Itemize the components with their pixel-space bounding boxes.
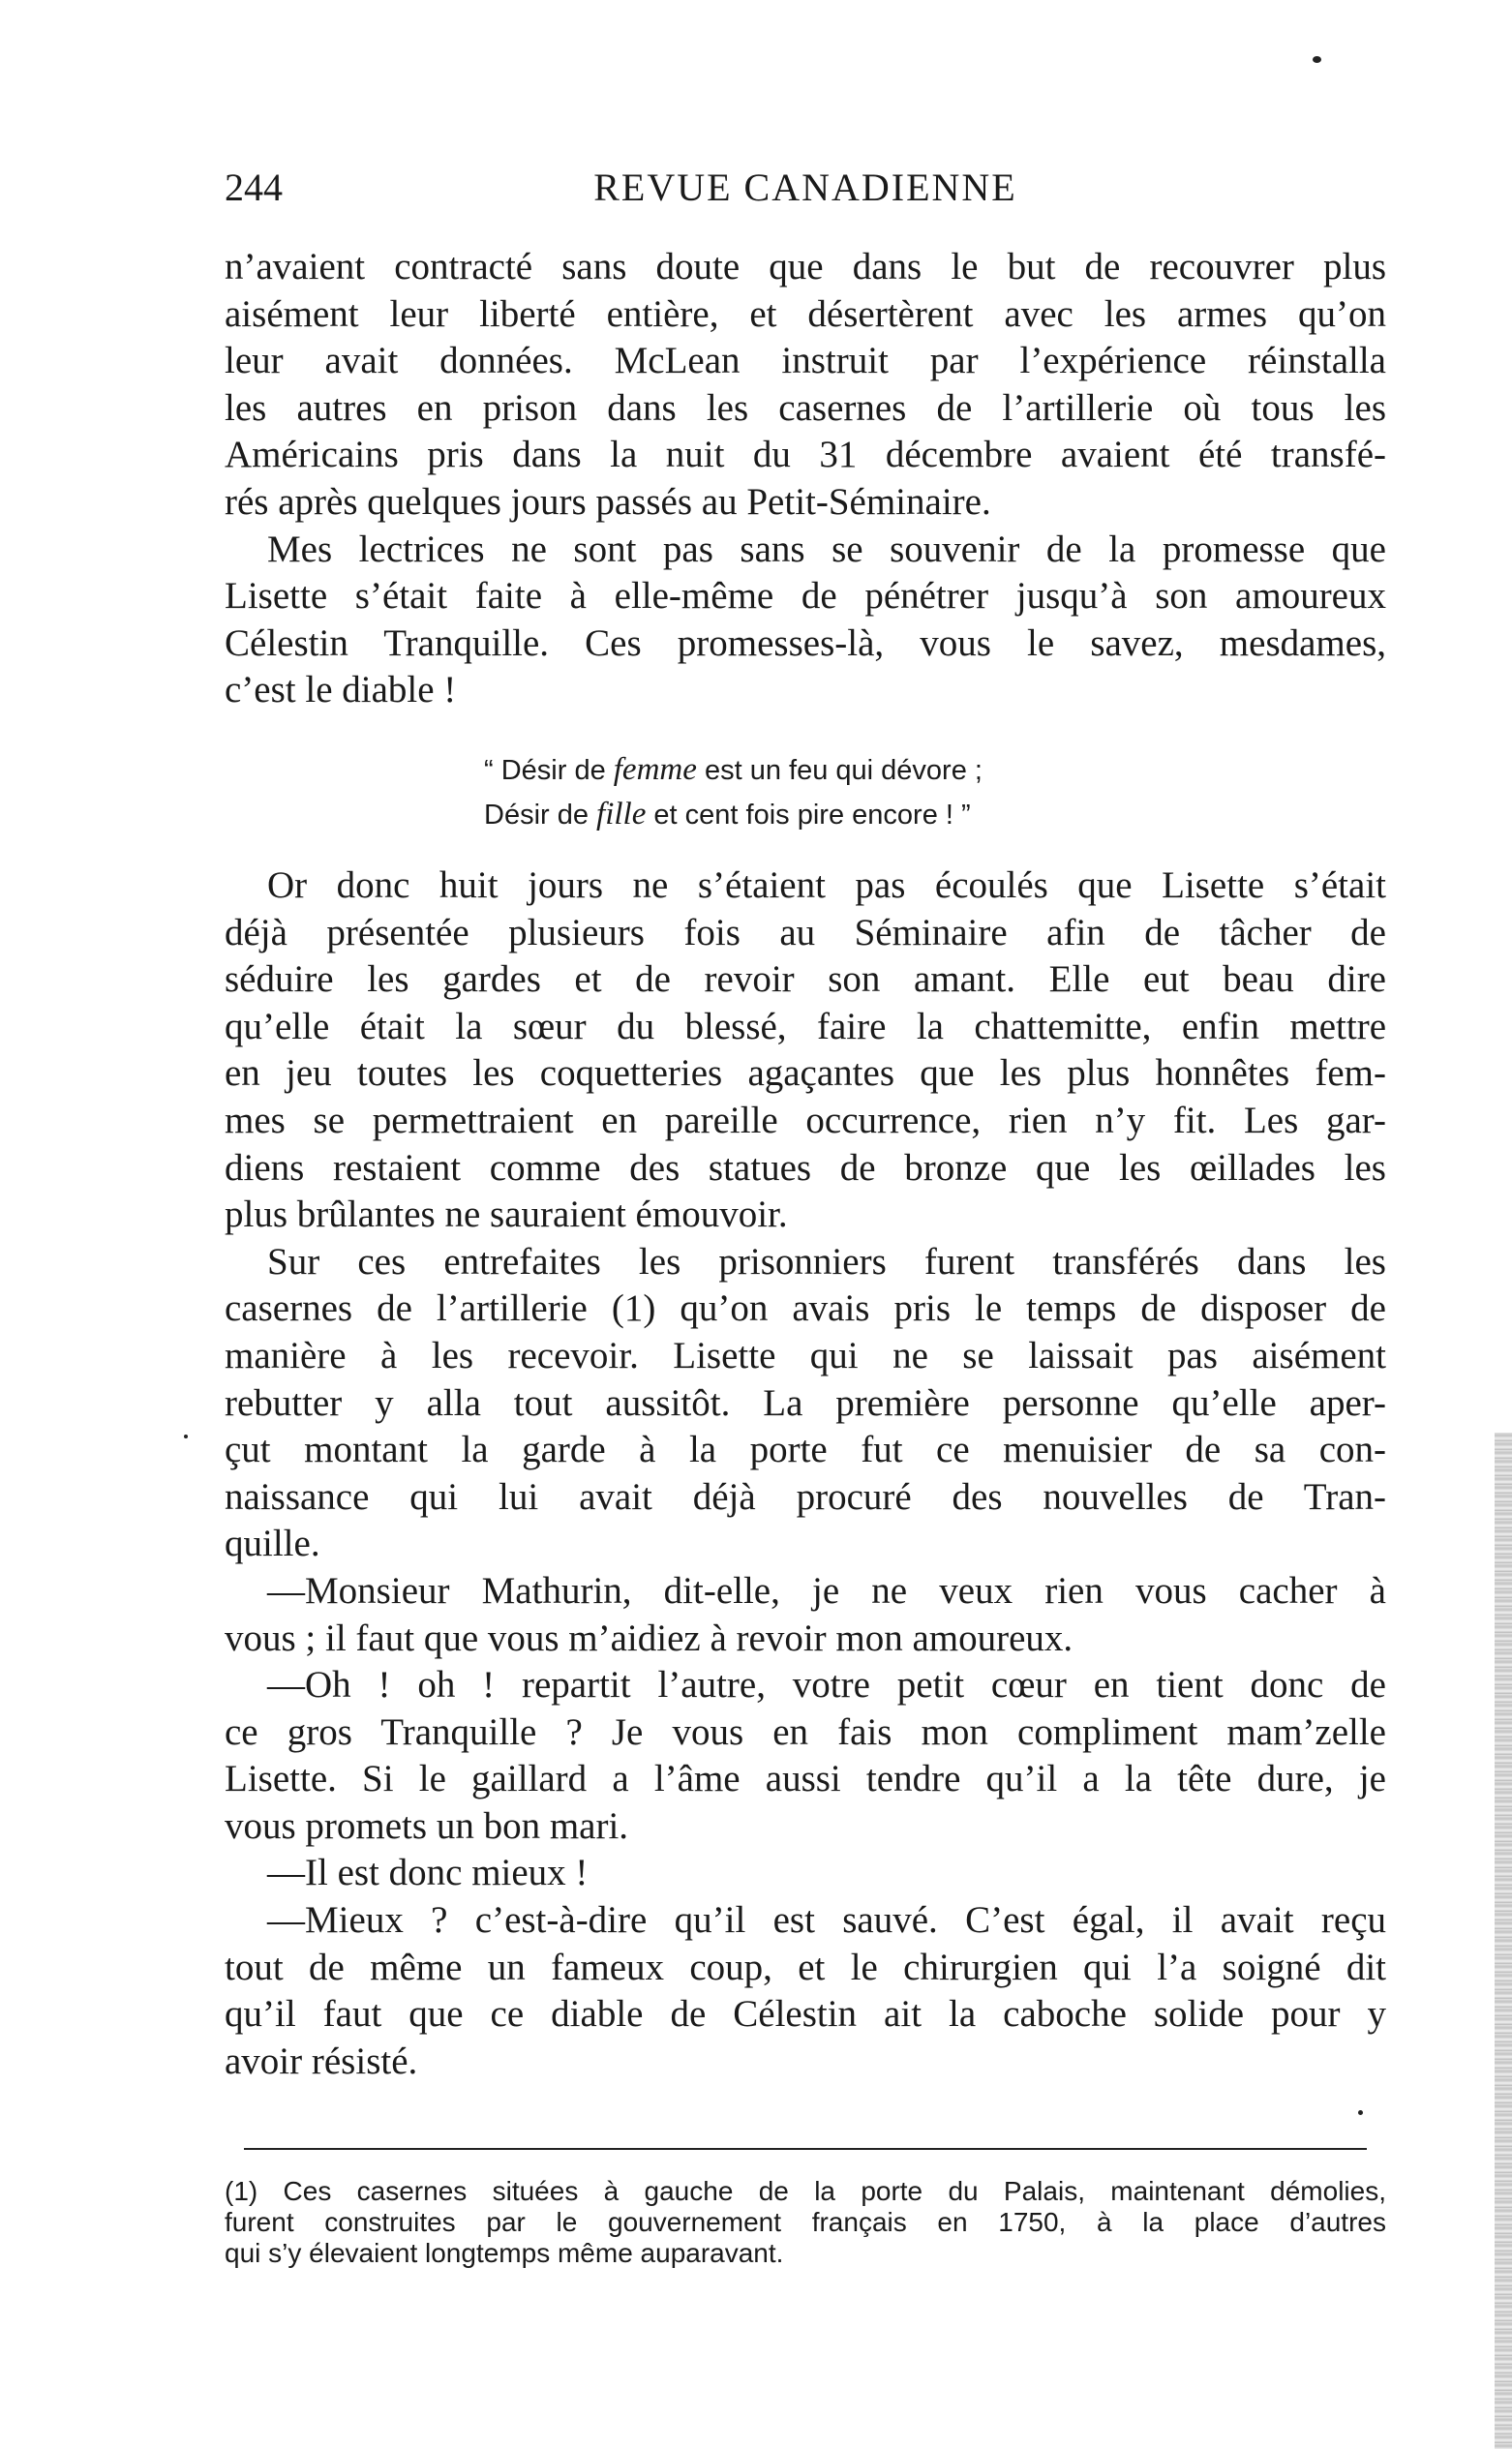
paragraph bbox=[225, 862, 1386, 1239]
text-line: —Mieux ? c’est-à-dire qu’il est sauvé. C’est égal, il avait reçu bbox=[267, 1899, 1386, 1942]
verse-emphasis: fille bbox=[596, 797, 647, 831]
text-line: quille. bbox=[225, 1523, 320, 1565]
verse-text: est un feu qui dévore ; bbox=[696, 755, 983, 786]
text-line: naissance qui lui avait déjà procuré des nouvelles de Tran- bbox=[225, 1475, 1386, 1518]
ink-speck bbox=[184, 1435, 188, 1438]
text-line: casernes de l’artillerie (1) qu’on avais pris le temps de disposer de bbox=[225, 1287, 1386, 1330]
text-line: manière à les recevoir. Lisette qui ne se laissait pas aisément bbox=[225, 1334, 1386, 1376]
text-line: vous ; il faut que vous m’aidiez à revoir mon amoureux. bbox=[225, 1617, 1074, 1659]
text-line: Américains pris dans la nuit du 31 décembre avaient été transfé- bbox=[225, 434, 1386, 476]
ink-speck bbox=[1313, 56, 1321, 63]
paragraph-continued bbox=[225, 244, 1386, 527]
verse-text: “ Désir de bbox=[484, 755, 614, 786]
text-line: n’avaient contracté sans doute que dans le but de recouvrer plus bbox=[225, 246, 1386, 287]
text-line: —Monsieur Mathurin, dit-elle, je ne veux rien vous cacher à bbox=[267, 1569, 1386, 1612]
paragraph bbox=[225, 527, 1386, 714]
text-line: ce gros Tranquille ? Je vous en fais mon compliment mam’zelle bbox=[225, 1710, 1386, 1753]
text-line: c’est le diable ! bbox=[225, 669, 457, 711]
text-line: Lisette. Si le gaillard a l’âme aussi tendre qu’il a la tête dure, je bbox=[225, 1758, 1386, 1800]
text-line: avoir résisté. bbox=[225, 2040, 418, 2082]
dialogue-paragraph bbox=[225, 1897, 1386, 2085]
text-line: plus brûlantes ne sauraient émouvoir. bbox=[225, 1194, 788, 1236]
page-number: 244 bbox=[225, 166, 283, 209]
text-line: Lisette s’était faite à elle-même de pénétrer jusqu’à son amoureux bbox=[225, 575, 1386, 618]
text-line: çut montant la garde à la porte fut ce menuisier de sa con- bbox=[225, 1429, 1386, 1471]
text-line: diens restaient comme des statues de bronze que les œillades les bbox=[225, 1146, 1386, 1189]
footnote-line: (1) Ces casernes situées à gauche de la porte du Palais, maintenant démolies, bbox=[225, 2176, 1386, 2206]
verse-line bbox=[484, 748, 983, 793]
footnote-line: qui s’y élevaient longtemps même auparavant. bbox=[225, 2238, 784, 2268]
body-text-lower bbox=[225, 862, 1386, 2085]
text-line: Sur ces entrefaites les prisonniers furent transférés dans les bbox=[267, 1240, 1386, 1283]
verse-text: Désir de bbox=[484, 800, 597, 831]
page-edge-shadow bbox=[1495, 1433, 1512, 2449]
verse-emphasis: femme bbox=[613, 752, 697, 787]
text-line: Célestin Tranquille. Ces promesses-là, vous le savez, mesdames, bbox=[225, 621, 1386, 664]
footnote-line: furent construites par le gouvernement français en 1750, à la place d’autres bbox=[225, 2207, 1386, 2237]
page-header bbox=[225, 165, 1386, 223]
dialogue-paragraph bbox=[225, 1662, 1386, 1850]
dialogue-paragraph bbox=[225, 1568, 1386, 1662]
text-line: qu’il faut que ce diable de Célestin ait la caboche solide pour y bbox=[225, 1993, 1386, 2036]
verse-quotation bbox=[484, 748, 983, 837]
text-line: leur avait données. McLean instruit par l’expérience réinstalla bbox=[225, 340, 1386, 382]
text-line: déjà présentée plusieurs fois au Séminaire afin de tâcher de bbox=[225, 911, 1386, 953]
verse-line bbox=[484, 793, 983, 837]
text-line: Or donc huit jours ne s’étaient pas écoulés que Lisette s’était bbox=[267, 864, 1386, 906]
text-line: aisément leur liberté entière, et désertèrent avec les armes qu’on bbox=[225, 292, 1386, 335]
text-line: en jeu toutes les coquetteries agaçantes que les plus honnêtes fem- bbox=[225, 1052, 1386, 1095]
body-text-upper bbox=[225, 244, 1386, 714]
text-line: qu’elle était la sœur du blessé, faire la chattemitte, enfin mettre bbox=[225, 1005, 1386, 1047]
footnote bbox=[225, 2176, 1386, 2269]
text-line: —Il est donc mieux ! bbox=[267, 1852, 589, 1894]
text-line: Mes lectrices ne sont pas sans se souvenir de la promesse que bbox=[267, 528, 1386, 570]
dialogue-paragraph bbox=[225, 1850, 1386, 1897]
paragraph bbox=[225, 1239, 1386, 1568]
text-line: —Oh ! oh ! repartit l’autre, votre petit cœur en tient donc de bbox=[267, 1664, 1386, 1707]
running-title: REVUE CANADIENNE bbox=[593, 166, 1017, 209]
text-line: mes se permettraient en pareille occurrence, rien n’y fit. Les gar- bbox=[225, 1099, 1386, 1141]
ink-speck bbox=[1358, 2110, 1363, 2115]
text-line: les autres en prison dans les casernes de l’artillerie où tous les bbox=[225, 386, 1386, 429]
text-line: rés après quelques jours passés au Petit-Séminaire. bbox=[225, 480, 991, 523]
text-line: vous promets un bon mari. bbox=[225, 1804, 629, 1847]
footnote-rule bbox=[244, 2148, 1367, 2150]
text-line: séduire les gardes et de revoir son amant. Elle eut beau dire bbox=[225, 958, 1386, 1001]
text-line: rebutter y alla tout aussitôt. La première personne qu’elle aper- bbox=[225, 1381, 1386, 1424]
verse-text: et cent fois pire encore ! ” bbox=[646, 800, 971, 831]
text-line: tout de même un fameux coup, et le chirurgien qui l’a soigné dit bbox=[225, 1946, 1386, 1988]
